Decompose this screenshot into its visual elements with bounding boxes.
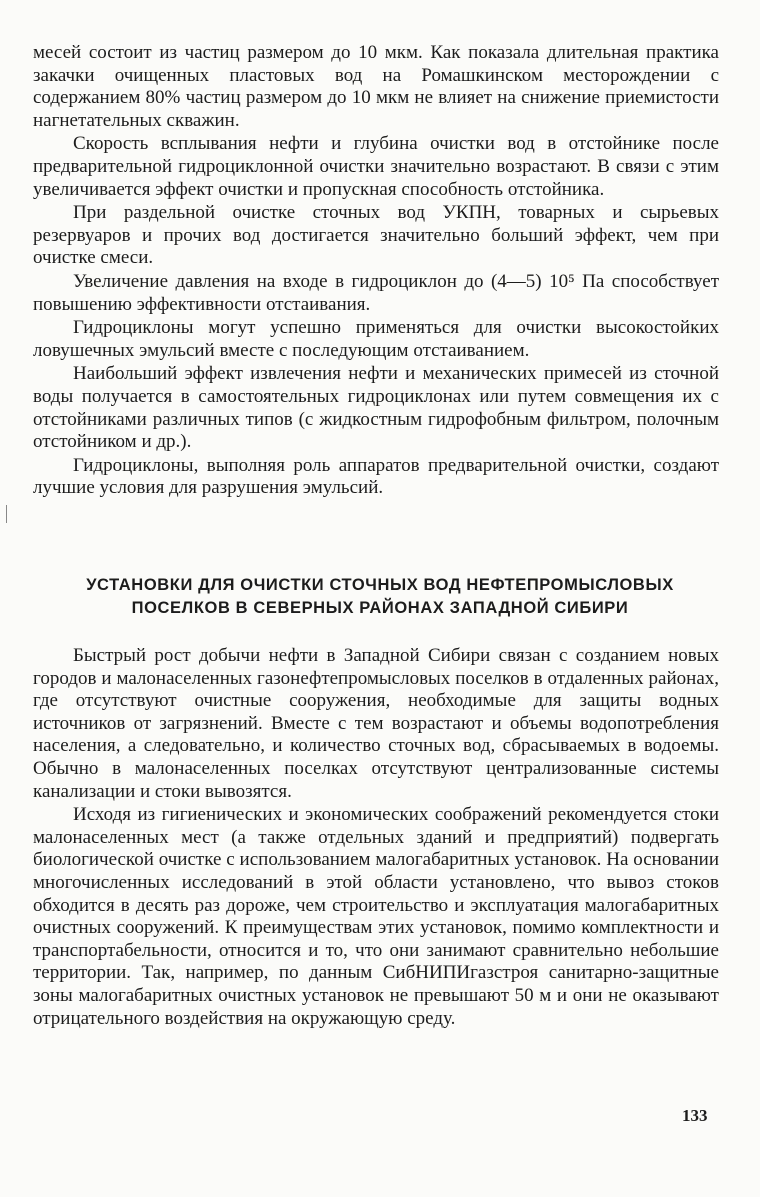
section-heading-line: ПОСЕЛКОВ В СЕВЕРНЫХ РАЙОНАХ ЗАПАДНОЙ СИБИРИ: [131, 599, 629, 617]
paragraph: Исходя из гигиенических и экономических соображений рекомендуется стоки малонаселенных мест (а также отдельных зданий и предприятий) подвергать биологической очистке с использованием малогабаритных установок. На основании многочисленных исследований в этой области установлено, что вывоз стоков обходится в десять раз дороже, чем строительство и эксплуатация малогабаритных очистных сооружений. К преимуществам этих установок, помимо комплектности и транспортабельности, относится и то, что они занимают сравнительно небольшие территории. Так, например, по данным СибНИПИгазстроя санитарно-защитные зоны малогабаритных очистных установок не превышают 50 м и они не оказывают отрицательного воздействия на окружающую среду.: [33, 804, 719, 1029]
section-heading-line: УСТАНОВКИ ДЛЯ ОЧИСТКИ СТОЧНЫХ ВОД НЕФТЕПРОМЫСЛОВЫХ: [86, 576, 674, 594]
body-text-top: [33, 42, 719, 501]
paragraph: Гидроциклоны, выполняя роль аппаратов предварительной очистки, создают лучшие условия для разрушения эмульсий.: [33, 454, 719, 499]
paragraph: При раздельной очистке сточных вод УКПН, товарных и сырьевых резервуаров и прочих вод достигается значительно больший эффект, чем при очистке смеси.: [33, 202, 719, 269]
paragraph: Быстрый рост добычи нефти в Западной Сибири связан с созданием новых городов и малонаселенных газонефтепромысловых поселков в отдаленных районах, где отсутствуют очистные сооружения, необходимые для защиты водных источников от загрязнений. Вместе с тем возрастают и объемы водопотребления населения, а следовательно, и количество сточных вод, сбрасываемых в водоемы. Обычно в малонаселенных поселках отсутствуют централизованные системы канализации и стоки вывозятся.: [33, 645, 719, 802]
page-number: 133: [682, 1106, 708, 1125]
paragraph: Наибольший эффект извлечения нефти и механических примесей из сточной воды получается в самостоятельных гидроциклонах или путем совмещения их с отстойниками различных типов (с жидкостным гидрофобным фильтром, полочным отстойником и др.).: [33, 363, 719, 453]
paragraph: месей состоит из частиц размером до 10 мкм. Как показала длительная практика закачки очищенных пластовых вод на Ромашкинском месторождении с содержанием 80% частиц размером до 10 мкм не влияет на снижение приемистости нагнетательных скважин.: [33, 42, 719, 131]
paragraph: Увеличение давления на входе в гидроциклон до (4—5) 10⁵ Па способствует повышению эффективности отстаивания.: [33, 270, 719, 315]
paragraph: Гидроциклоны могут успешно применяться для очистки высокостойких ловушечных эмульсий вместе с последующим отстаиванием.: [33, 317, 719, 361]
margin-mark: [6, 505, 7, 523]
section-heading: [40, 574, 720, 620]
body-text-bottom: [33, 645, 719, 1031]
paragraph: Скорость всплывания нефти и глубина очистки вод в отстойнике после предварительной гидроциклонной очистки значительно возрастают. В связи с этим увеличивается эффект очистки и пропускная способность отстойника.: [33, 133, 719, 200]
